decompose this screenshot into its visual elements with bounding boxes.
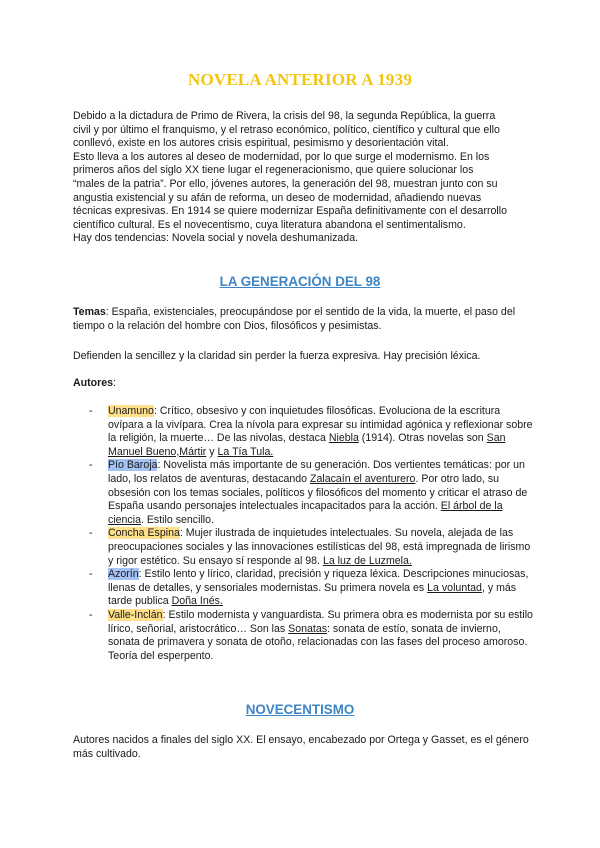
generacion98-heading: LA GENERACIÓN DEL 98 [219,274,381,289]
work-title: Sonatas [288,622,328,635]
intro-line: Debido a la dictadura de Primo de Rivera, la crisis del 98, la segunda República, la guerra [73,110,496,122]
intro-line: técnicas expresivas. En 1914 se quiere modernizar España definitivamente con el desarrollo [73,205,507,218]
work-title: San Manuel Bueno,Mártir [108,432,506,458]
sencillez-paragraph: Defienden la sencillez y la claridad sin perder la fuerza expresiva. Hay precisión léxica. [73,350,481,362]
author-text: : Mujer ilustrada de inquietudes intelectuales. Su novela, alejada de las preocupaciones sociales y las innovaciones estilísticas del 98, está impregnada de lirismo y rigor estético. Su ensayo sí responde al 98. [108,527,531,567]
author-item-valle-inclan [73,609,533,663]
authors-list [73,405,533,663]
intro-line: Hay dos tendencias: Novela social y novela deshumanizada. [73,232,359,245]
list-dash: - [89,568,93,581]
author-item-baroja [73,459,533,527]
list-dash: - [89,608,93,621]
temas-label: Temas [73,306,106,318]
page-title: NOVELA ANTERIOR A 1939 [187,70,413,89]
work-title: Zalacaín el aventurero [310,472,416,485]
list-dash: - [89,527,93,540]
author-name: Unamuno [108,405,154,417]
author-text: y [206,445,218,458]
author-text: . Por otro lado, su obsesión con los temas sociales, políticos y filosóficos del momento y criticar el atraso de España usando personajes intelectuales incapacitados para la acción. [108,472,528,513]
author-text: : sonata de estío, sonata de invierno, sonata de primavera y sonata de otoño, relacionadas con las fases del proceso amoroso. Teoría del esperpento. [108,622,528,662]
autores-paragraph [73,377,529,391]
intro-line: primeros años del siglo XX tiene lugar el regeneracionismo, que quiere solucionar los [73,164,474,177]
author-name: Azorín [108,568,139,581]
author-name: Concha Espina [108,527,180,540]
intro-line: “males de la patria”. Por ello, jóvenes autores, la generación del 98, muestran junto con su [73,177,498,190]
work-title: La voluntad [427,581,482,594]
list-dash: - [89,459,93,472]
autores-colon: : [113,377,116,389]
list-dash: - [89,405,93,417]
intro-line: angustia existencial y su afán de reforma, un deseo de modernidad, añadiendo nuevas [73,191,482,204]
novecentismo-heading: NOVECENTISMO [245,702,355,717]
work-title: La Tía Tula. [217,445,274,458]
author-text: . Estilo sencillo. [140,513,214,526]
author-text: : Novelista más importante de su generación. Dos vertientes temáticas: por un lado, los relatos de aventuras, destacando [108,459,525,485]
author-item-azorin [73,568,533,609]
author-text: , y más tarde publica [108,581,517,608]
temas-paragraph [73,306,529,333]
author-item-unamuno [73,405,533,459]
work-title: El árbol de la ciencia [108,500,503,526]
intro-paragraph [73,110,529,246]
author-name: Pío Baroja [108,459,158,472]
author-text: : Estilo lento y lírico, claridad, precisión y riqueza léxica. Descripciones minuciosas, llenas de detalles, y sensoriales modernistas. Su primera novela es [108,568,529,594]
work-title: La luz de Luzmela. [322,554,412,567]
intro-line: Esto lleva a los autores al deseo de modernidad, por lo que surge el modernismo. En los [73,150,490,163]
author-item-concha-espina [73,527,533,568]
temas-text: : España, existenciales, preocupándose por el sentido de la vida, la muerte, el paso del tiempo o la relación del hombre con Dios, filosóficos y pesimistas. [73,306,516,332]
work-title: Doña Inés. [171,595,223,608]
author-name: Valle-Inclán [108,608,163,621]
author-text: : Crítico, obsesivo y con inquietudes filosóficas. Evoluciona de la escritura ovípara a la vivípara. Crea la nívola para expresar su intimidad agónica y reflexionar sobre la religión, la muerte… De las nivolas, destaca [108,405,533,445]
novecentismo-paragraph: Autores nacidos a finales del siglo XX. El ensayo, encabezado por Ortega y Gasset, es el género más cultivado. [73,734,529,760]
author-text: (1914). Otras novelas son [358,432,487,445]
work-title: Niebla [328,432,359,445]
intro-line: civil y por último el franquismo, y el retraso económico, político, científico y cultural que ello [73,123,500,136]
autores-label: Autores [73,377,114,389]
intro-line: científico cultural. Es el novecentismo, cuya literatura abandona el sentimentalismo. [73,218,466,231]
author-text: : Estilo modernista y vanguardista. Su primera obra es modernista por su estilo lírico, señorial, aristocrático… Son las [108,608,533,635]
intro-line: conllevó, existe en los autores crisis espiritual, pesimismo y desorientación vital. [73,137,449,150]
